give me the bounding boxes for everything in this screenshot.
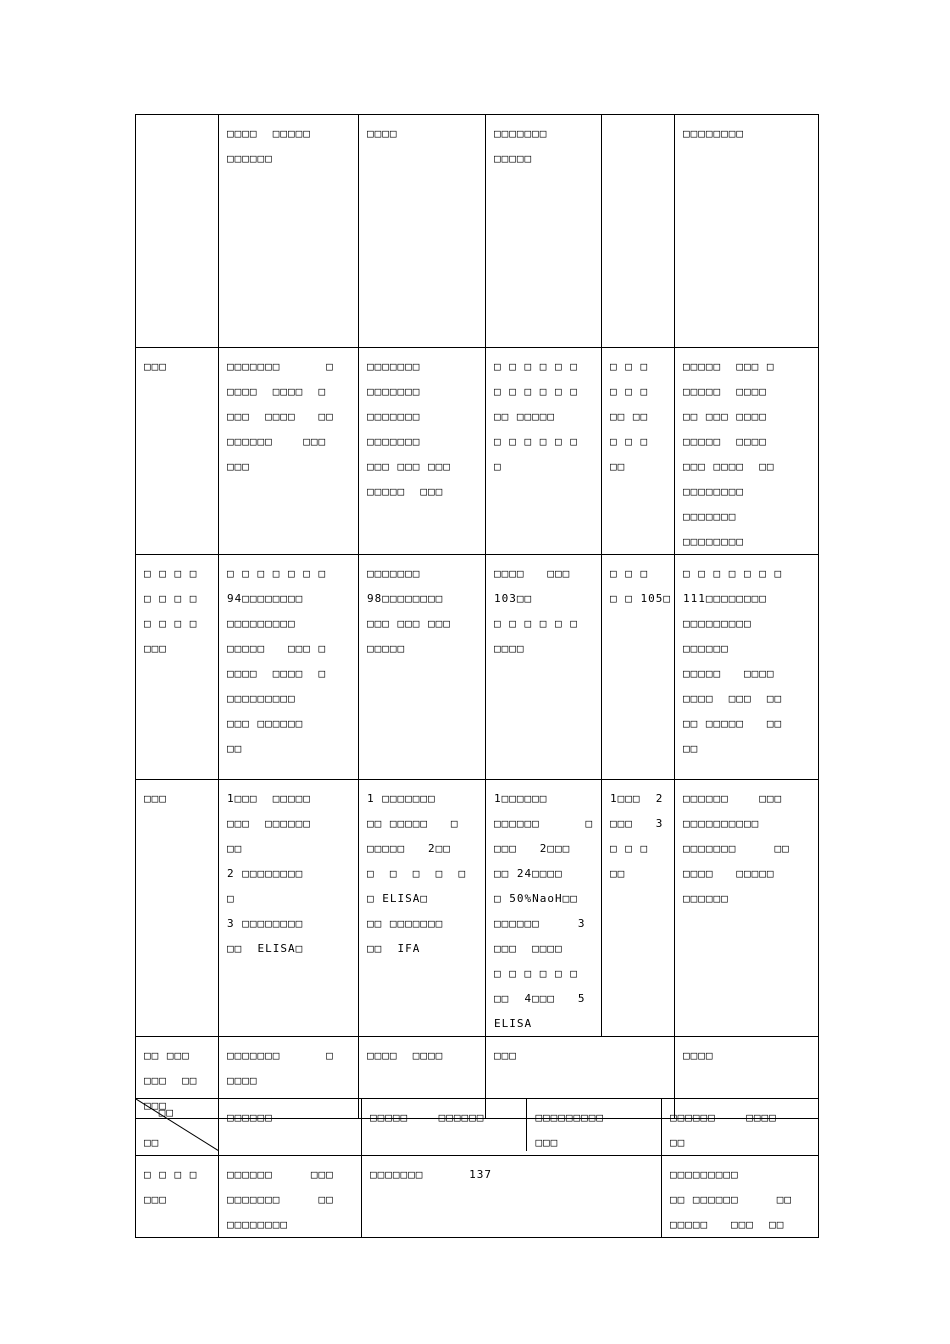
cell-text-line: □□ □□□ bbox=[144, 1049, 190, 1062]
table-cell bbox=[359, 115, 486, 348]
cell-text-line: □□□□□□□□□ bbox=[670, 1168, 739, 1181]
cell-text-line: □□□ 2□□□ bbox=[494, 842, 571, 855]
cell-text-line: □□□□ bbox=[683, 1049, 714, 1062]
cell-text-line: □□□□□□□ □□ bbox=[227, 1193, 334, 1206]
table-cell bbox=[486, 780, 602, 1037]
cell-text-line: □□ □□□□□□ □□ bbox=[670, 1193, 792, 1206]
table-cell bbox=[662, 1156, 819, 1238]
cell-text-line: □□□□□□ bbox=[683, 642, 729, 655]
cell-text-line: □□□□□□□ bbox=[367, 567, 421, 580]
cell-text-line: □ □ □ □ bbox=[144, 567, 198, 580]
table-cell bbox=[675, 555, 819, 780]
cell-text-line: □□□ □□□ □□□ bbox=[367, 460, 451, 473]
cell-text-line: 98□□□□□□□□ bbox=[367, 592, 444, 605]
table-cell bbox=[675, 348, 819, 555]
table-header-cell bbox=[662, 1099, 819, 1156]
table-cell bbox=[675, 115, 819, 348]
cell-text-line: □□□□□□□□ bbox=[683, 485, 744, 498]
cell-text-line: □□□ □□□□ bbox=[494, 942, 563, 955]
cell-text-line: □□□□ □□□ bbox=[494, 567, 571, 580]
diagonal-top-label: □□ bbox=[158, 1106, 174, 1119]
cell-text-line: □□□ □□□□□□ bbox=[227, 717, 304, 730]
cell-text-line: □□ bbox=[227, 742, 243, 755]
split-header-right bbox=[526, 1099, 661, 1151]
cell-text-line: □□□ bbox=[144, 1193, 167, 1206]
cell-text-line: □□□□□ □□□□□□ bbox=[370, 1111, 485, 1124]
cell-text-line: □ □ 105□ bbox=[610, 592, 671, 605]
table-cell bbox=[136, 115, 219, 348]
cell-text-line: □□□□ □□□□ □ bbox=[227, 385, 327, 398]
cell-text-line: 94□□□□□□□□ bbox=[227, 592, 304, 605]
protocol-table-2 bbox=[135, 1098, 819, 1238]
table-header-cell bbox=[219, 1099, 362, 1156]
cell-text-line: □□□□□□ bbox=[227, 152, 273, 165]
cell-text-line: □□ bbox=[227, 842, 243, 855]
cell-text-line: □□□□□□□ bbox=[367, 360, 421, 373]
cell-text-line: □□□□□□□ bbox=[367, 410, 421, 423]
cell-text-line: □□□□ □□□□□ bbox=[683, 867, 775, 880]
cell-text-line: □□□ bbox=[227, 460, 250, 473]
cell-text-line: □□ 24□□□□ bbox=[494, 867, 563, 880]
cell-text-line: □□ □□ bbox=[610, 410, 649, 423]
table-cell bbox=[675, 780, 819, 1037]
cell-text-line: □ □ □ □ □ □ bbox=[494, 360, 578, 373]
cell-text-line: □□□□□ bbox=[494, 152, 533, 165]
cell-text-line: □□□ bbox=[144, 642, 167, 655]
table-row-header bbox=[136, 780, 219, 1037]
cell-text-line: □□□□□□ 3 bbox=[494, 917, 586, 930]
cell-text-line: □□□ □□ bbox=[144, 1074, 198, 1087]
table-row bbox=[136, 348, 819, 555]
cell-text-line: □□□□□□□□□ bbox=[535, 1111, 605, 1124]
diagonal-header-cell bbox=[136, 1099, 219, 1156]
table-cell bbox=[602, 348, 675, 555]
cell-text-line: □ □ □ bbox=[610, 842, 649, 855]
cell-text-line: □□ bbox=[610, 460, 626, 473]
cell-text-line: □□ □□□□□□□ bbox=[367, 917, 444, 930]
cell-text-line: □□□□□ □□□ □□ bbox=[670, 1218, 785, 1231]
cell-text-line: □□□ bbox=[494, 1049, 517, 1062]
cell-text-line: □□ bbox=[683, 742, 699, 755]
cell-text-line: □□□□□□ □□□ bbox=[227, 435, 327, 448]
table-header-cell bbox=[362, 1099, 662, 1156]
cell-text-line: □□□□□□□□ bbox=[683, 535, 744, 548]
cell-text-line: □ □ □ bbox=[610, 435, 649, 448]
table-cell bbox=[219, 348, 359, 555]
table-row bbox=[136, 555, 819, 780]
table-cell bbox=[219, 555, 359, 780]
table-cell bbox=[486, 115, 602, 348]
cell-text-line: □□ □□□□□ bbox=[494, 410, 555, 423]
cell-text-line: □□□□ bbox=[367, 127, 398, 140]
cell-text-line: □□□□□□□□ bbox=[227, 1218, 288, 1231]
table-cell bbox=[486, 348, 602, 555]
cell-text-line: □□□ bbox=[144, 360, 167, 373]
cell-text-line: □ 50%NaoH□□ bbox=[494, 892, 578, 905]
cell-text-line: 1 □□□□□□□ bbox=[367, 792, 436, 805]
cell-text-line: □□□□□□□ □ bbox=[227, 1049, 334, 1062]
cell-text-line: □□□□□□ □ bbox=[494, 817, 594, 830]
cell-text-line: □□□□□ bbox=[367, 642, 406, 655]
cell-text-line: □□ IFA bbox=[367, 942, 421, 955]
cell-text-line: □□□ □□□□ □□ bbox=[683, 460, 775, 473]
cell-text-line: □□□□□□□ bbox=[367, 385, 421, 398]
cell-text-line: □□□ bbox=[535, 1136, 559, 1149]
cell-text-line: 103□□ bbox=[494, 592, 533, 605]
cell-text-line: □□□ bbox=[144, 1099, 167, 1112]
table-cell bbox=[602, 115, 675, 348]
cell-text-line: □ □ □ □ □ □ □ bbox=[227, 567, 327, 580]
cell-text-line: □□□□□ □□□□ bbox=[683, 667, 775, 680]
table-cell-merged bbox=[362, 1156, 662, 1238]
cell-text-line: □□□□ □□□ □□ bbox=[683, 692, 783, 705]
cell-text-line: □□□□ bbox=[227, 1074, 258, 1087]
table-cell bbox=[486, 555, 602, 780]
cell-text-line: □□ ELISA□ bbox=[227, 942, 304, 955]
cell-text-line: 1□□□ □□□□□ bbox=[227, 792, 311, 805]
cell-text-line: □ □ □ □ □ bbox=[367, 867, 467, 880]
diagonal-bottom-label: □□ bbox=[144, 1136, 160, 1149]
table-row-header bbox=[136, 348, 219, 555]
cell-text-line: □□□□□□ □□□ bbox=[227, 1168, 334, 1181]
cell-text-line: 1□□□ 2 bbox=[610, 792, 664, 805]
cell-text-line: □ □ □ bbox=[610, 567, 649, 580]
cell-text-line: □ □ □ □ bbox=[144, 1168, 198, 1181]
cell-text-line: □□□□□□ bbox=[683, 892, 729, 905]
cell-text-line: □□□□ □□□□ bbox=[367, 1049, 444, 1062]
table-row-header bbox=[136, 555, 219, 780]
protocol-table-1 bbox=[135, 114, 819, 1119]
cell-text-line: □ □ □ □ bbox=[144, 592, 198, 605]
table-cell bbox=[219, 115, 359, 348]
cell-text-line: □□ □□□ □□□□ bbox=[683, 410, 767, 423]
table-row bbox=[136, 1156, 819, 1238]
cell-text-line: ELISA bbox=[494, 1017, 533, 1030]
cell-text-line: □□□□□□□□□ bbox=[683, 617, 752, 630]
cell-text-line: □ bbox=[494, 460, 502, 473]
split-header bbox=[362, 1099, 661, 1151]
cell-text-line: □□□ □□□□ □□ bbox=[227, 410, 334, 423]
cell-text-line: 3 □□□□□□□□ bbox=[227, 917, 304, 930]
cell-text-line: □□□□□□□ □□ bbox=[683, 842, 790, 855]
table-cell bbox=[359, 780, 486, 1037]
table-row-header bbox=[136, 1156, 219, 1238]
cell-text-line: □□□ bbox=[144, 792, 167, 805]
cell-text-line: □ □ □ □ □ □ bbox=[494, 435, 578, 448]
cell-text-line: □ □ □ □ □ □ bbox=[494, 385, 578, 398]
cell-text-line: □□□□□□□□□ bbox=[227, 617, 296, 630]
cell-text-line: □ □ □ □ □ □ □ bbox=[683, 567, 783, 580]
table-row bbox=[136, 780, 819, 1037]
cell-text-line: □□□□ □□□□ □ bbox=[227, 667, 327, 680]
cell-text-line: □ □ □ □ □ □ bbox=[494, 617, 578, 630]
cell-text-line: □ bbox=[227, 892, 235, 905]
cell-text-line: □□□□□ □□□ □ bbox=[683, 360, 775, 373]
cell-text-line: 1□□□□□□ bbox=[494, 792, 548, 805]
cell-text-line: □□□□□□ □□□ bbox=[683, 792, 783, 805]
table-cell bbox=[602, 555, 675, 780]
cell-text-line: □□□□□□□□ bbox=[683, 127, 744, 140]
cell-text-line: □□□□□□□ bbox=[367, 435, 421, 448]
cell-text-line: □□□□□□□ bbox=[683, 510, 737, 523]
cell-text-line: □□□ □□□□□□ bbox=[227, 817, 311, 830]
cell-text-line: □ ELISA□ bbox=[367, 892, 428, 905]
cell-text-line: □□□□□□ bbox=[227, 1111, 273, 1124]
cell-text-line: □□□□□□□ □ bbox=[227, 360, 334, 373]
cell-text-line: 2 □□□□□□□□ bbox=[227, 867, 304, 880]
cell-text-line: □□□□□□□ bbox=[494, 127, 548, 140]
cell-text-line: 111□□□□□□□□ bbox=[683, 592, 767, 605]
cell-text-line: □□ □□□□□ □□ bbox=[683, 717, 783, 730]
table-cell bbox=[602, 780, 675, 1037]
table-cell bbox=[359, 555, 486, 780]
table-cell bbox=[219, 1156, 362, 1238]
cell-text-line: □□□□□ □□□ bbox=[367, 485, 444, 498]
cell-text-line: □□ □□□□□ □ bbox=[367, 817, 459, 830]
table-header-row bbox=[136, 1099, 819, 1156]
cell-text-line: □□□□□ □□□ □ bbox=[227, 642, 327, 655]
cell-text-line: □□ bbox=[670, 1136, 686, 1149]
cell-text-line: □□□□□□□ 137 bbox=[370, 1168, 492, 1181]
cell-text-line: □□ 4□□□ 5 bbox=[494, 992, 586, 1005]
split-header-left bbox=[362, 1099, 526, 1151]
cell-text-line: □ □ □ bbox=[610, 385, 649, 398]
cell-text-line: □□□□ bbox=[494, 642, 525, 655]
cell-text-line: □□□□□□□□□ bbox=[227, 692, 296, 705]
cell-text-line: □□□□□□ □□□□ bbox=[670, 1111, 777, 1124]
cell-text-line: □□□□ □□□□□ bbox=[227, 127, 311, 140]
cell-text-line: □□ bbox=[610, 867, 626, 880]
cell-text-line: □□□□□ □□□□ bbox=[683, 435, 767, 448]
cell-text-line: □□□□□□□□□□ bbox=[683, 817, 760, 830]
table-row bbox=[136, 115, 819, 348]
cell-text-line: □ □ □ □ bbox=[144, 617, 198, 630]
cell-text-line: □□□□□ 2□□ bbox=[367, 842, 451, 855]
cell-text-line: □□□□□ □□□□ bbox=[683, 385, 767, 398]
table-cell bbox=[359, 348, 486, 555]
cell-text-line: □ □ □ □ □ □ bbox=[494, 967, 578, 980]
cell-text-line: □□□ □□□ □□□ bbox=[367, 617, 451, 630]
cell-text-line: □ □ □ bbox=[610, 360, 649, 373]
table-cell bbox=[219, 780, 359, 1037]
cell-text-line: □□□ 3 bbox=[610, 817, 664, 830]
